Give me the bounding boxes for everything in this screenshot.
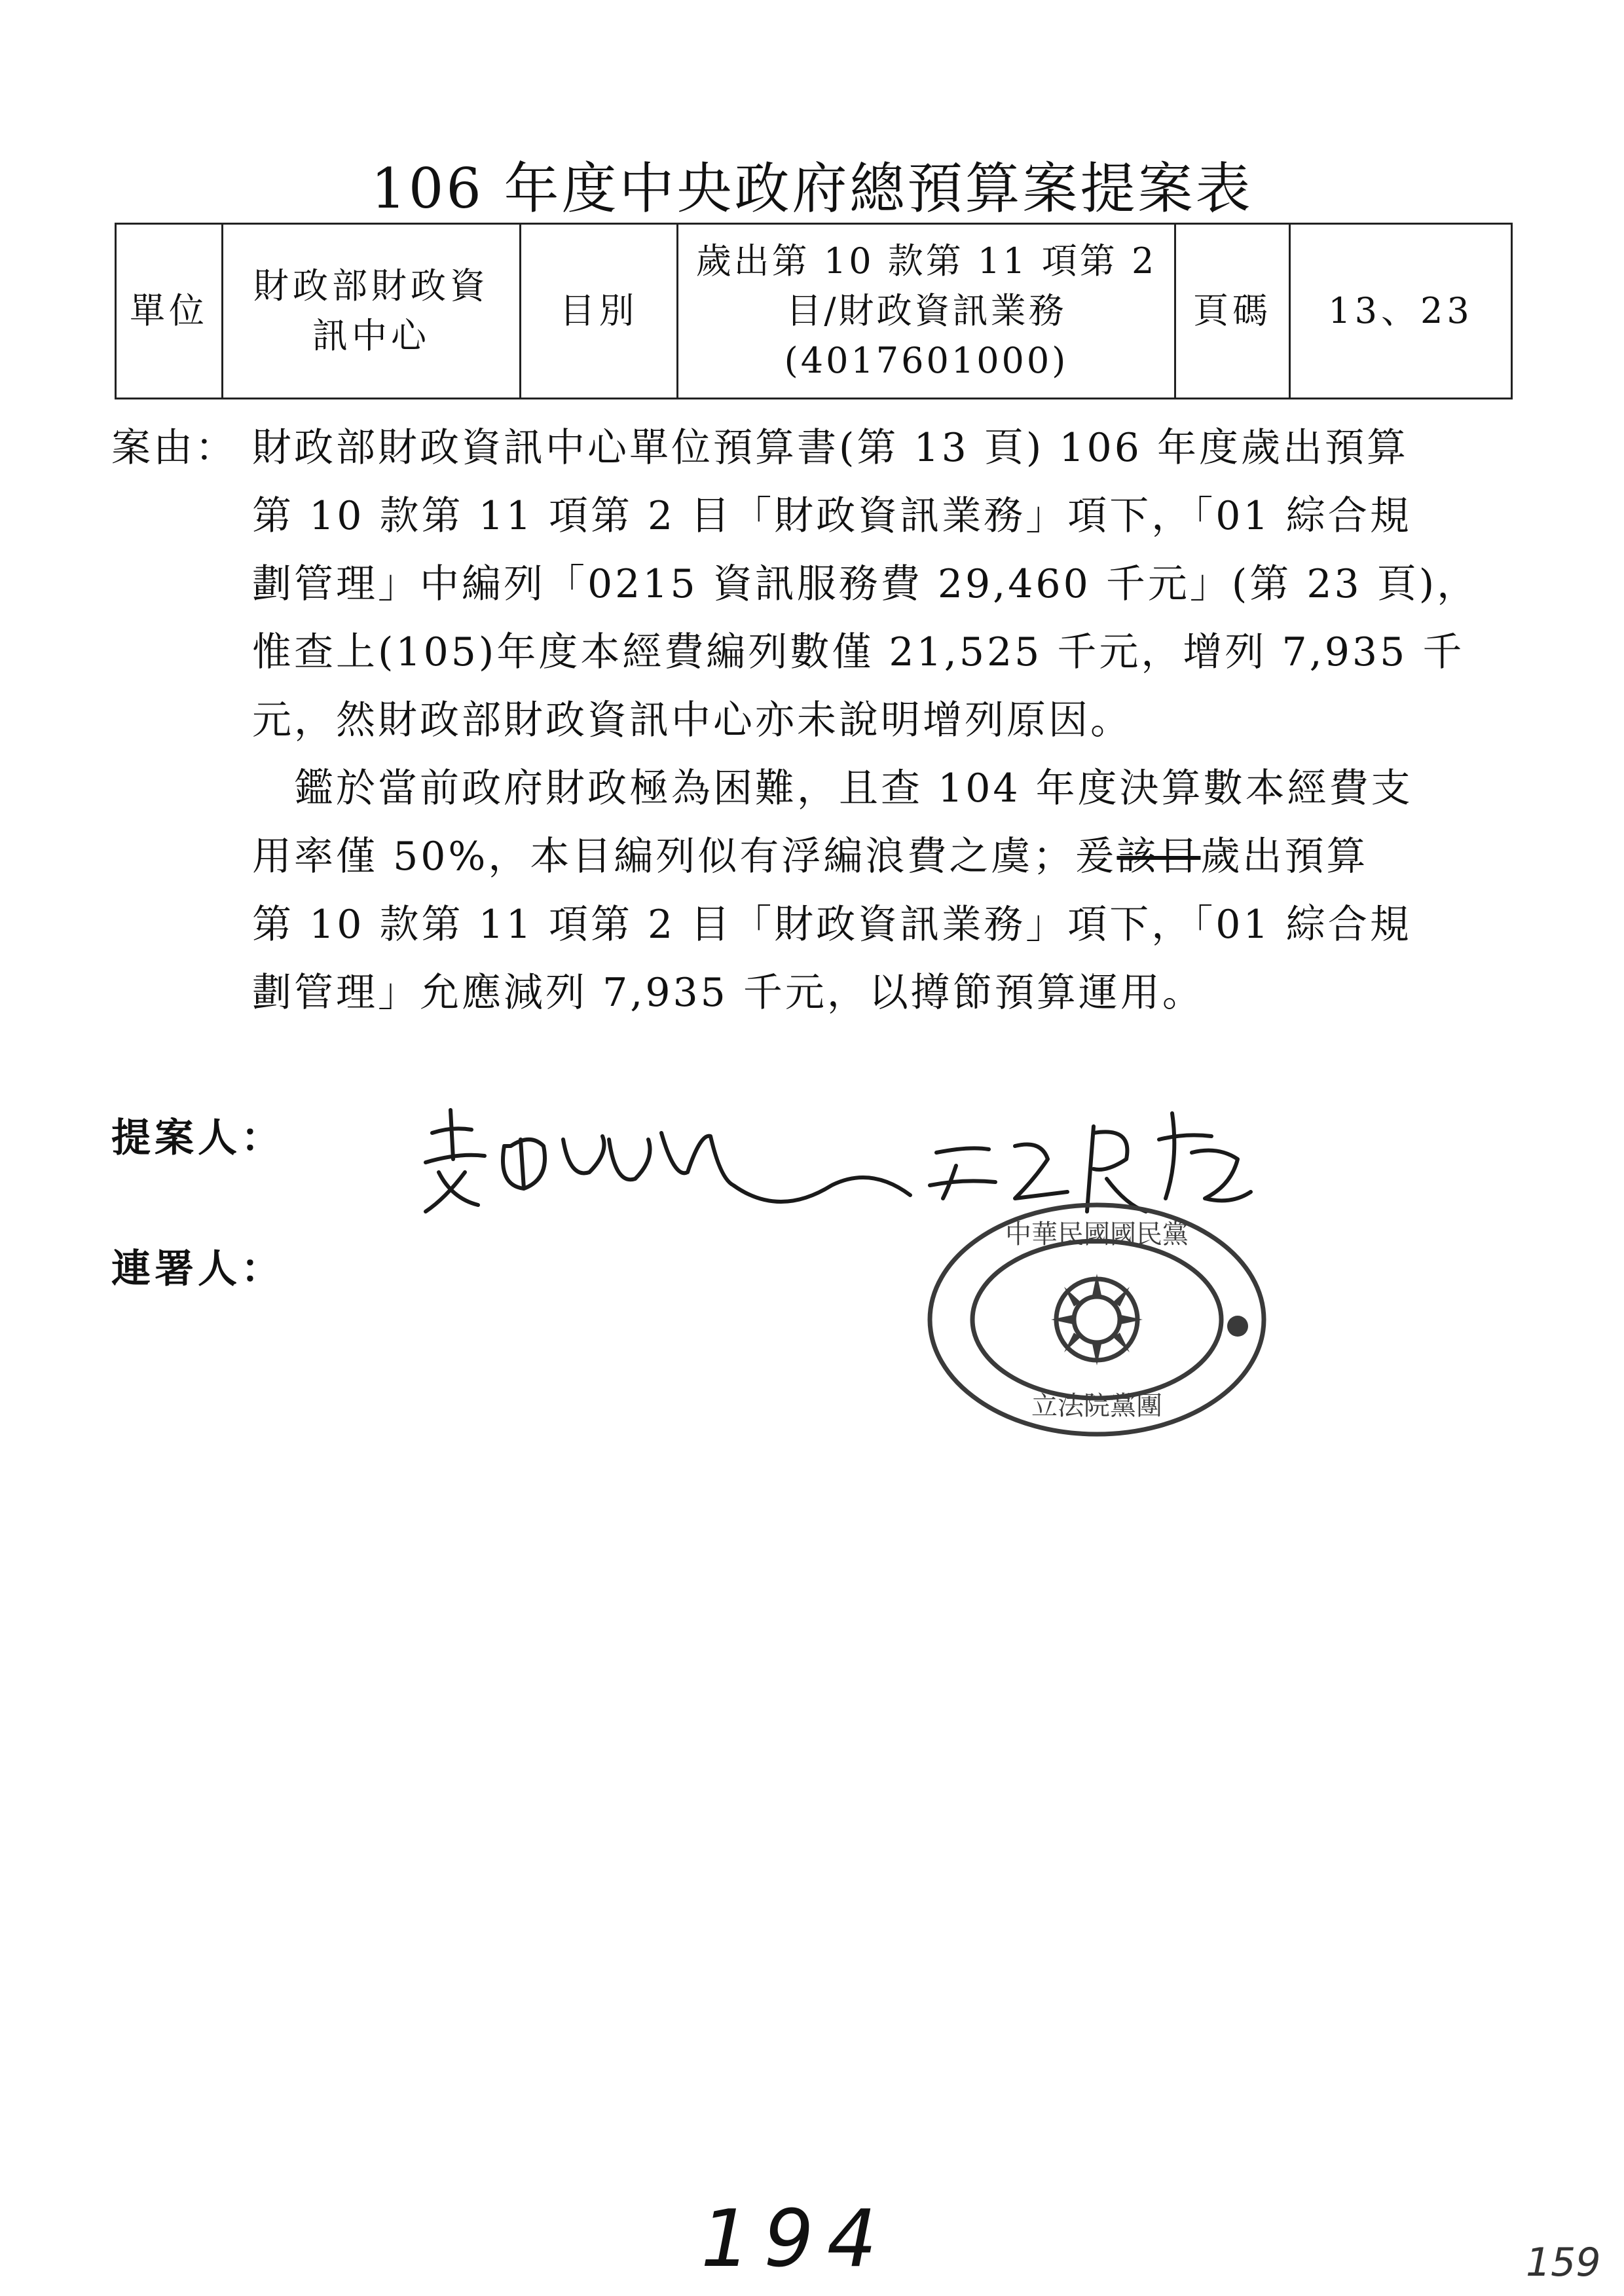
reason-text bbox=[252, 414, 1522, 1027]
reason-line: 劃管理」中編列「0215 資訊服務費 29,460 千元」(第 23 頁)， bbox=[252, 561, 1479, 607]
document-title: 106 年度中央政府總預算案提案表 bbox=[371, 157, 1253, 221]
reason-line-tail: 歲出預算 bbox=[1200, 834, 1369, 880]
unit-value bbox=[223, 224, 521, 399]
reason-label: 案由： bbox=[111, 425, 237, 471]
corner-number: 159 bbox=[1526, 2240, 1601, 2286]
cosigner-label: 連署人： bbox=[111, 1246, 284, 1292]
proposer-label: 提案人： bbox=[111, 1115, 284, 1161]
proposal-info-table bbox=[115, 223, 1513, 399]
seal-text-bottom: 立法院黨團 bbox=[1031, 1391, 1162, 1421]
seal-stamp bbox=[923, 1198, 1270, 1441]
item-value bbox=[678, 224, 1175, 399]
reason-line: 財政部財政資訊中心單位預算書(第 13 頁) 106 年度歲出預算 bbox=[252, 425, 1409, 471]
item-label: 目別 bbox=[521, 224, 678, 399]
reason-line-head: 用率僅 50%，本目編列似有浮編浪費之虞；爰 bbox=[252, 834, 1117, 880]
page-value: 13、23 bbox=[1290, 224, 1512, 399]
reason-line bbox=[252, 823, 1522, 891]
struck-text: 該目 bbox=[1116, 834, 1201, 880]
reason-line: 元，然財政部財政資訊中心亦未說明增列原因。 bbox=[252, 697, 1132, 743]
reason-line: 劃管理」允應減列 7,935 千元，以撙節預算運用。 bbox=[252, 970, 1204, 1016]
item-value-line: (4017601000) bbox=[784, 340, 1069, 381]
page-label: 頁碼 bbox=[1175, 224, 1290, 399]
unit-value-line: 訊中心 bbox=[312, 315, 430, 356]
unit-label: 單位 bbox=[116, 224, 223, 399]
reason-line: 鑑於當前政府財政極為困難，且查 104 年度決算數本經費支 bbox=[252, 766, 1413, 811]
reason-line: 惟查上(105)年度本經費編列數僅 21,525 千元，增列 7,935 千 bbox=[252, 629, 1465, 675]
reason-line: 第 10 款第 11 項第 2 目「財政資訊業務」項下，「01 綜合規 bbox=[252, 493, 1412, 539]
seal-text-top: 中華民國國民黨 bbox=[1005, 1219, 1189, 1250]
item-value-line: 目/財政資訊業務 bbox=[786, 290, 1067, 331]
unit-value-line: 財政部財政資 bbox=[253, 265, 489, 306]
reason-line: 第 10 款第 11 項第 2 目「財政資訊業務」項下，「01 綜合規 bbox=[252, 902, 1412, 948]
item-value-line: 歲出第 10 款第 11 項第 2 bbox=[695, 240, 1157, 282]
page-number: 194 bbox=[701, 2194, 891, 2285]
